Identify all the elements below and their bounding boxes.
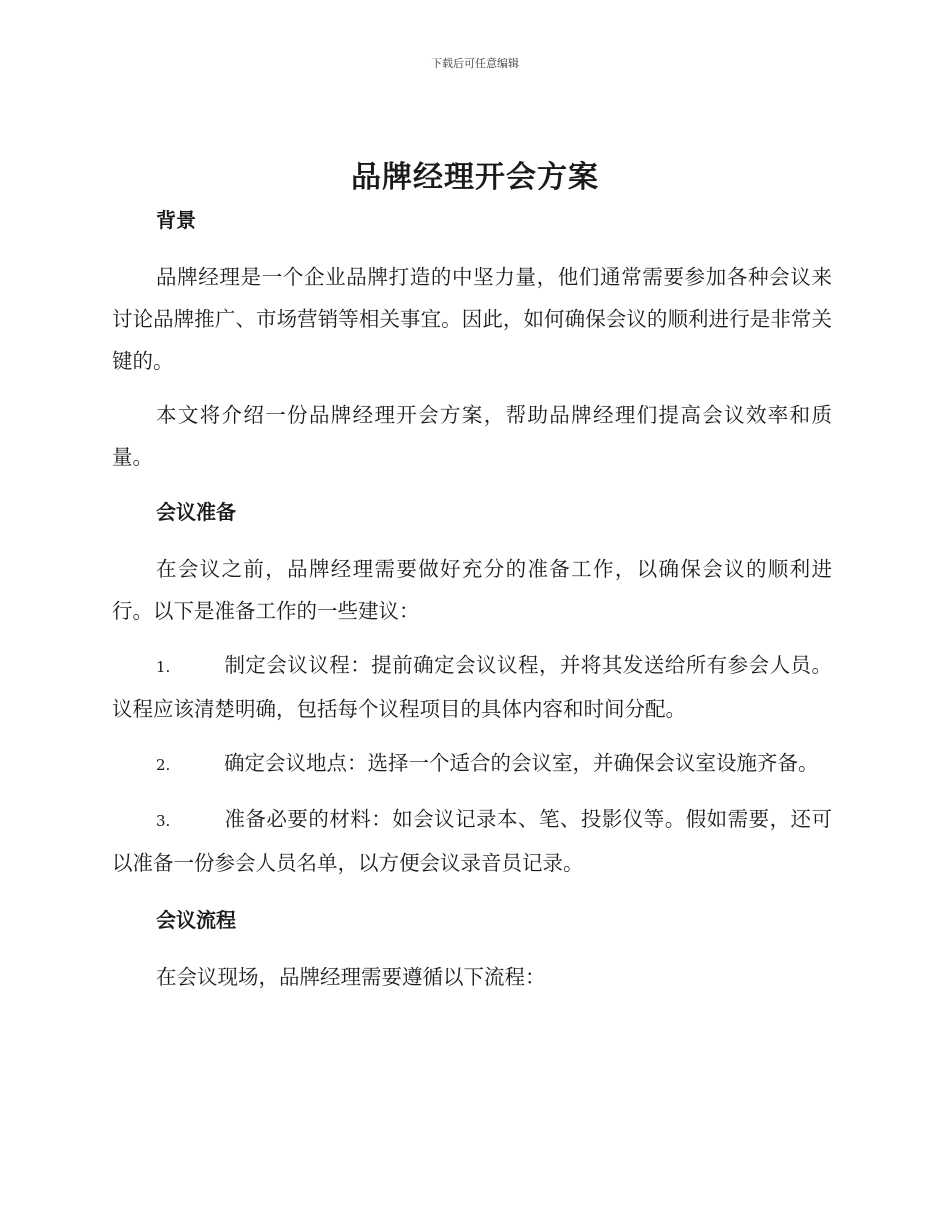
section-heading-preparation: 会议准备 [156,500,236,524]
list-item [112,798,832,884]
list-item [112,644,832,730]
preparation-intro: 在会议之前，品牌经理需要做好充分的准备工作，以确保会议的顺利进行。以下是准备工作的一些建议： [112,557,832,623]
section-heading-background: 背景 [156,208,196,232]
list-item-text: 准备必要的材料：如会议记录本、笔、投影仪等。假如需要，还可以准备一份参会人员名单，以方便会议录音员记录。 [112,807,832,875]
header-note: 下载后可任意编辑 [431,57,519,70]
background-paragraph-1: 品牌经理是一个企业品牌打造的中坚力量，他们通常需要参加各种会议来讨论品牌推广、市场营销等相关事宜。因此，如何确保会议的顺利进行是非常关键的。 [112,265,832,373]
list-item-text: 确定会议地点：选择一个适合的会议室，并确保会议室设施齐备。 [224,751,819,775]
section-heading-process: 会议流程 [156,908,236,932]
list-number: 1. [156,658,171,676]
document-body [112,204,832,998]
background-paragraph-2: 本文将介绍一份品牌经理开会方案，帮助品牌经理们提高会议效率和质量。 [112,403,832,469]
list-number: 2. [156,756,171,774]
list-item [112,742,832,786]
page-title: 品牌经理开会方案 [351,160,599,195]
list-number: 3. [156,812,171,830]
process-intro: 在会议现场，品牌经理需要遵循以下流程： [156,965,546,989]
list-item-text: 制定会议议程：提前确定会议议程，并将其发送给所有参会人员。议程应该清楚明确，包括每个议程项目的具体内容和时间分配。 [112,653,832,721]
